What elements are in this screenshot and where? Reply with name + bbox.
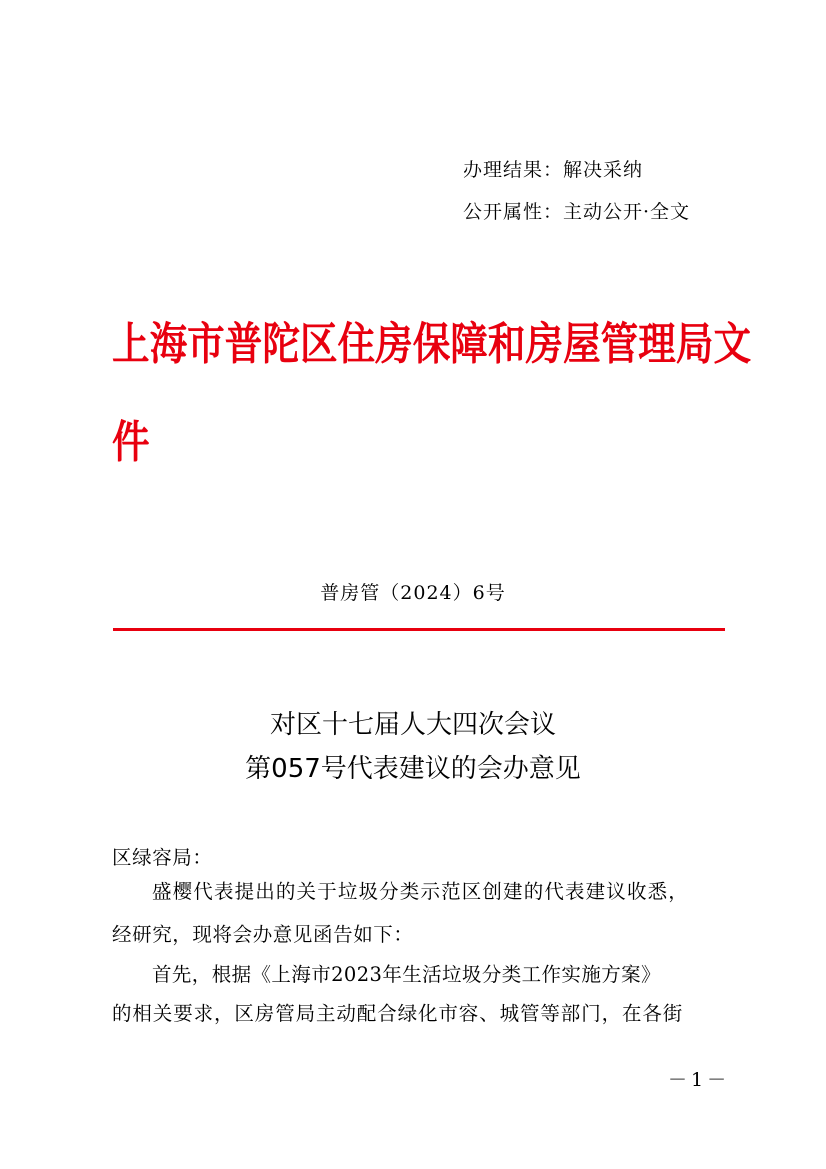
page-number: －1－: [668, 1069, 731, 1091]
paragraph-line: 经研究，现将会办意见函告如下：: [112, 923, 414, 946]
disclosure-attribute: 公开属性：主动公开·全文: [463, 201, 691, 223]
handling-result: 办理结果：解决采纳: [463, 159, 644, 181]
addressee: 区绿容局：: [112, 846, 213, 869]
issuer-title-continued: 件: [112, 415, 150, 468]
paragraph-line: 盛樱代表提出的关于垃圾分类示范区创建的代表建议收悉，: [152, 880, 689, 903]
subject-heading-continued: 第057号代表建议的会办意见: [245, 754, 581, 784]
document-number: 普房管（2024）6号: [320, 582, 506, 604]
paragraph-line: 的相关要求，区房管局主动配合绿化市容、城管等部门，在各街: [112, 1002, 684, 1025]
red-divider: [113, 628, 725, 631]
subject-heading: 对区十七届人大四次会议: [269, 710, 556, 740]
paragraph-line: 首先，根据《上海市2023年生活垃圾分类工作实施方案》: [152, 963, 661, 986]
issuer-title: 上海市普陀区住房保障和房屋管理局文: [112, 317, 752, 370]
